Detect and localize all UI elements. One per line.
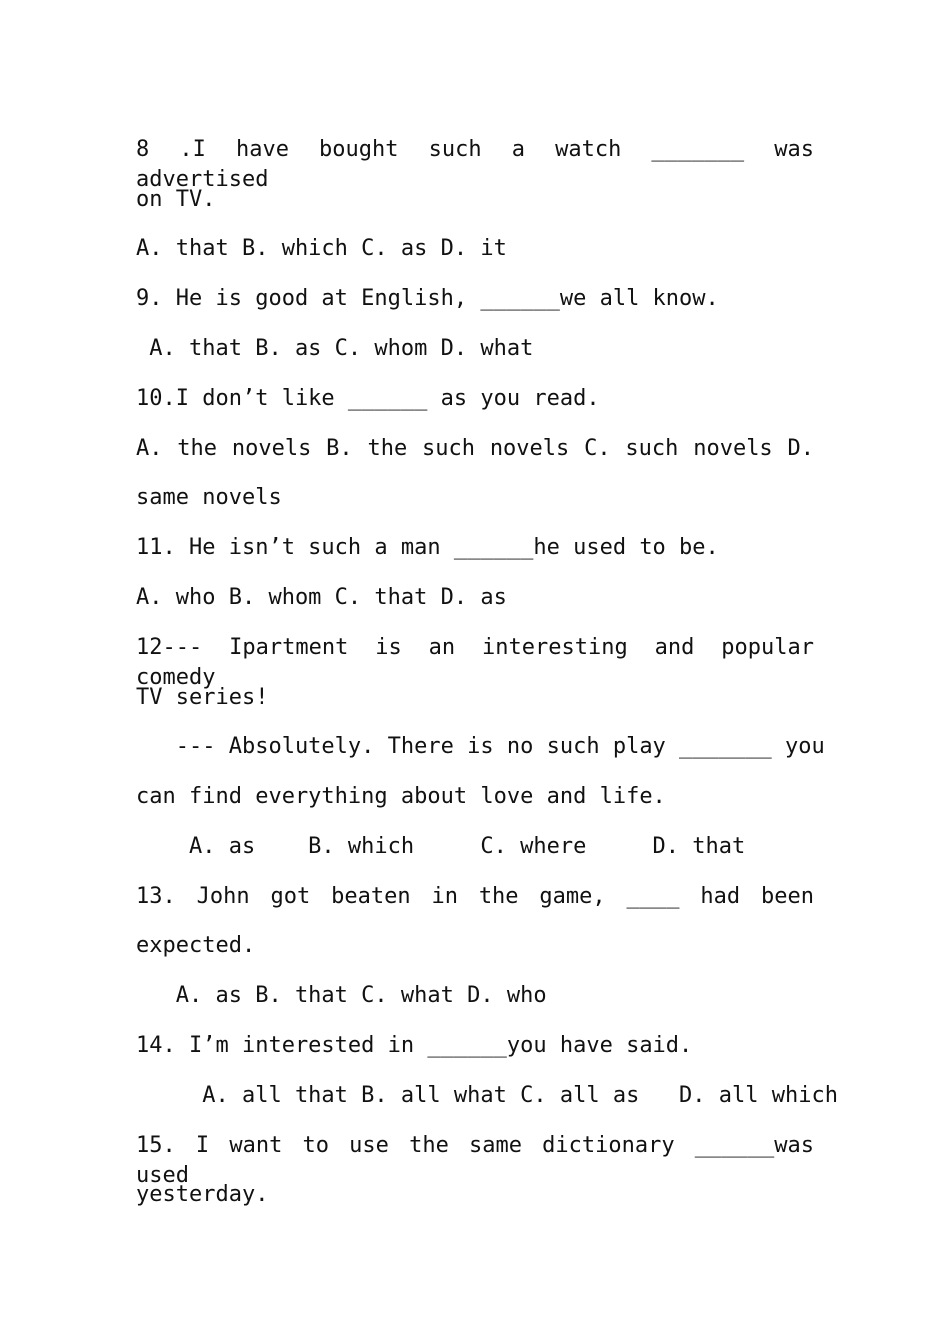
question-8-options: A. that B. which C. as D. it	[136, 236, 507, 261]
question-12-options: A. as B. which C. where D. that	[136, 834, 746, 859]
question-11-options: A. who B. whom C. that D. as	[136, 585, 507, 610]
question-15-stem-line-1: 15. I want to use the same dictionary ______was used	[136, 1133, 814, 1188]
question-10-options-line-1: A. the novels B. the such novels C. such novels D.	[136, 436, 814, 461]
question-15-stem-line-2: yesterday.	[136, 1182, 269, 1207]
question-10-stem: 10.I don’t like ______ as you read.	[136, 386, 600, 411]
question-9-stem: 9. He is good at English, ______we all know.	[136, 286, 719, 311]
question-12-stem-line-2: TV series!	[136, 685, 269, 710]
question-12-stem-line-3: --- Absolutely. There is no such play _______ you	[136, 734, 825, 759]
question-9-options: A. that B. as C. whom D. what	[136, 336, 534, 361]
question-14-options: A. all that B. all what C. all as D. all which	[136, 1083, 838, 1108]
question-11-stem: 11. He isn’t such a man ______he used to be.	[136, 535, 719, 560]
question-12-stem-line-1: 12--- Ipartment is an interesting and popular comedy	[136, 635, 814, 690]
question-13-stem-line-2: expected.	[136, 933, 256, 958]
question-8-stem-line-2: on TV.	[136, 187, 216, 212]
question-13-stem-line-1: 13. John got beaten in the game, ____ had been	[136, 884, 814, 909]
question-14-stem: 14. I’m interested in ______you have said.	[136, 1033, 693, 1058]
question-8-stem-line-1: 8 .I have bought such a watch _______ was advertised	[136, 137, 814, 192]
question-12-stem-line-4: can find everything about love and life.	[136, 784, 666, 809]
question-10-options-line-2: same novels	[136, 485, 282, 510]
question-13-options: A. as B. that C. what D. who	[136, 983, 547, 1008]
